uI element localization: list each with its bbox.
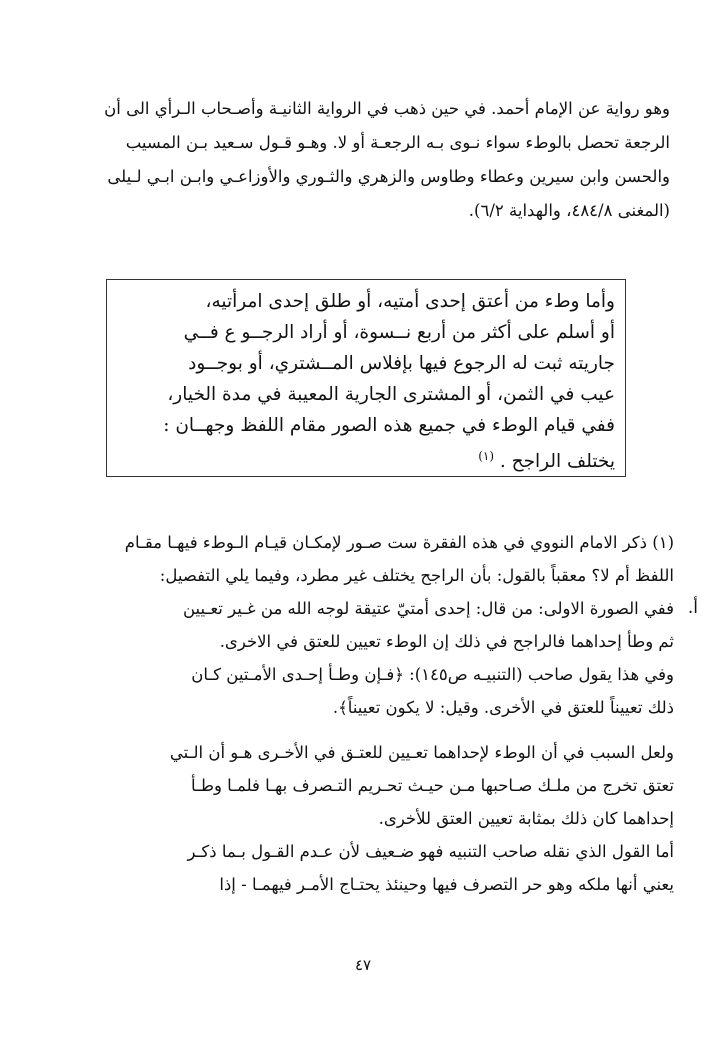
footnote-line: اللفظ أم لا؟ معقباً بالقول: بأن الراجح يختلف غير مطرد، وفيما يلي التفصيل: [159, 566, 674, 585]
item-line: وفي هذا يقول صاحب (التنبيـه ص١٤٥): ﴿فـإن وطـأ إحـدى الأمـتين كـان [191, 665, 674, 684]
footnote-item-a [84, 592, 698, 901]
intro-line: الرجعة تحصل بالوطء سواء نـوى بـه الرجعـة أو لا. وهـو قـول سـعيد بـن المسيب [125, 133, 670, 152]
item-line: ذلك تعييناً للعتق في الأخرى. وقيل: لا يكون تعييناً﴾. [332, 698, 674, 717]
quote-line-text: يختلف الراجح . [499, 451, 615, 472]
quote-line: عيب في الثمن، أو المشترى الجارية المعيبة في مدة الخيار، [167, 384, 615, 405]
paragraph-gap [84, 724, 674, 736]
page-number: ٤٧ [354, 956, 372, 974]
item-line: ثم وطأ إحداهما فالراجح في ذلك إن الوطء تعيين للعتق في الاخرى. [219, 632, 674, 651]
footnote-reference: (١) [478, 449, 495, 463]
footnote-line: (١) ذكر الامام النووي في هذه الفقرة ست صـور لإمكـان قيـام الـوطء فيهـا مقـام [124, 533, 674, 552]
footnotes-section [84, 526, 698, 901]
item-line: ولعل السبب في أن الوطء لإحداهما تعـيين للعتـق في الأخـرى هـو أن الـتي [169, 743, 674, 762]
quoted-text-box [106, 279, 626, 477]
intro-line: (المغنى ٤٨٤/٨، والهداية ٦/٢). [468, 201, 670, 220]
item-line: أما القول الذي نقله صاحب التنبيه فهو ضـعيف لأن عـدم القـول بـما ذكـر [187, 842, 674, 861]
quote-line-last [117, 441, 615, 472]
quote-line: جاريته ثبت له الرجوع فيها بإفلاس المــشتري، أو بوجــود [188, 353, 615, 374]
item-letter: أ. [687, 598, 698, 618]
item-line: تعتق تخرج من ملـك صـاحبها مـن حيـث تحـريم التـصرف بهـا فلمـا وطـأ [190, 776, 674, 795]
quote-line: أو أسلم على أكثر من أربع نــسوة، أو أراد الرجــو ع فــي [183, 322, 615, 343]
intro-paragraph [62, 92, 670, 228]
intro-line: وهو رواية عن الإمام أحمد. في حين ذهب في الرواية الثانيـة وأصـحاب الـرأي الى أن [104, 99, 670, 118]
intro-line: والحسن وابن سيرين وعطاء وطاوس والزهري والثـوري والأوزاعـي وابـن ابـي لـيلى [107, 167, 670, 186]
item-line: إحداهما كان ذلك بمثابة تعيين العتق للأخرى. [378, 809, 674, 828]
item-line: ففي الصورة الاولى: من قال: إحدى أمتيّ عتيقة لوجه الله من غـير تعـيين [182, 599, 674, 618]
item-line: يعني أنها ملكه وهو حر التصرف فيها وحينئذ يحتـاج الأمـر فيهمـا - إذا [219, 875, 674, 894]
quote-line: ففي قيام الوطء في جميع هذه الصور مقام اللفظ وجهــان : [163, 415, 615, 436]
quote-line: وأما وطء من أعتق إحدى أمتيه، أو طلق إحدى امرأتيه، [205, 291, 615, 312]
